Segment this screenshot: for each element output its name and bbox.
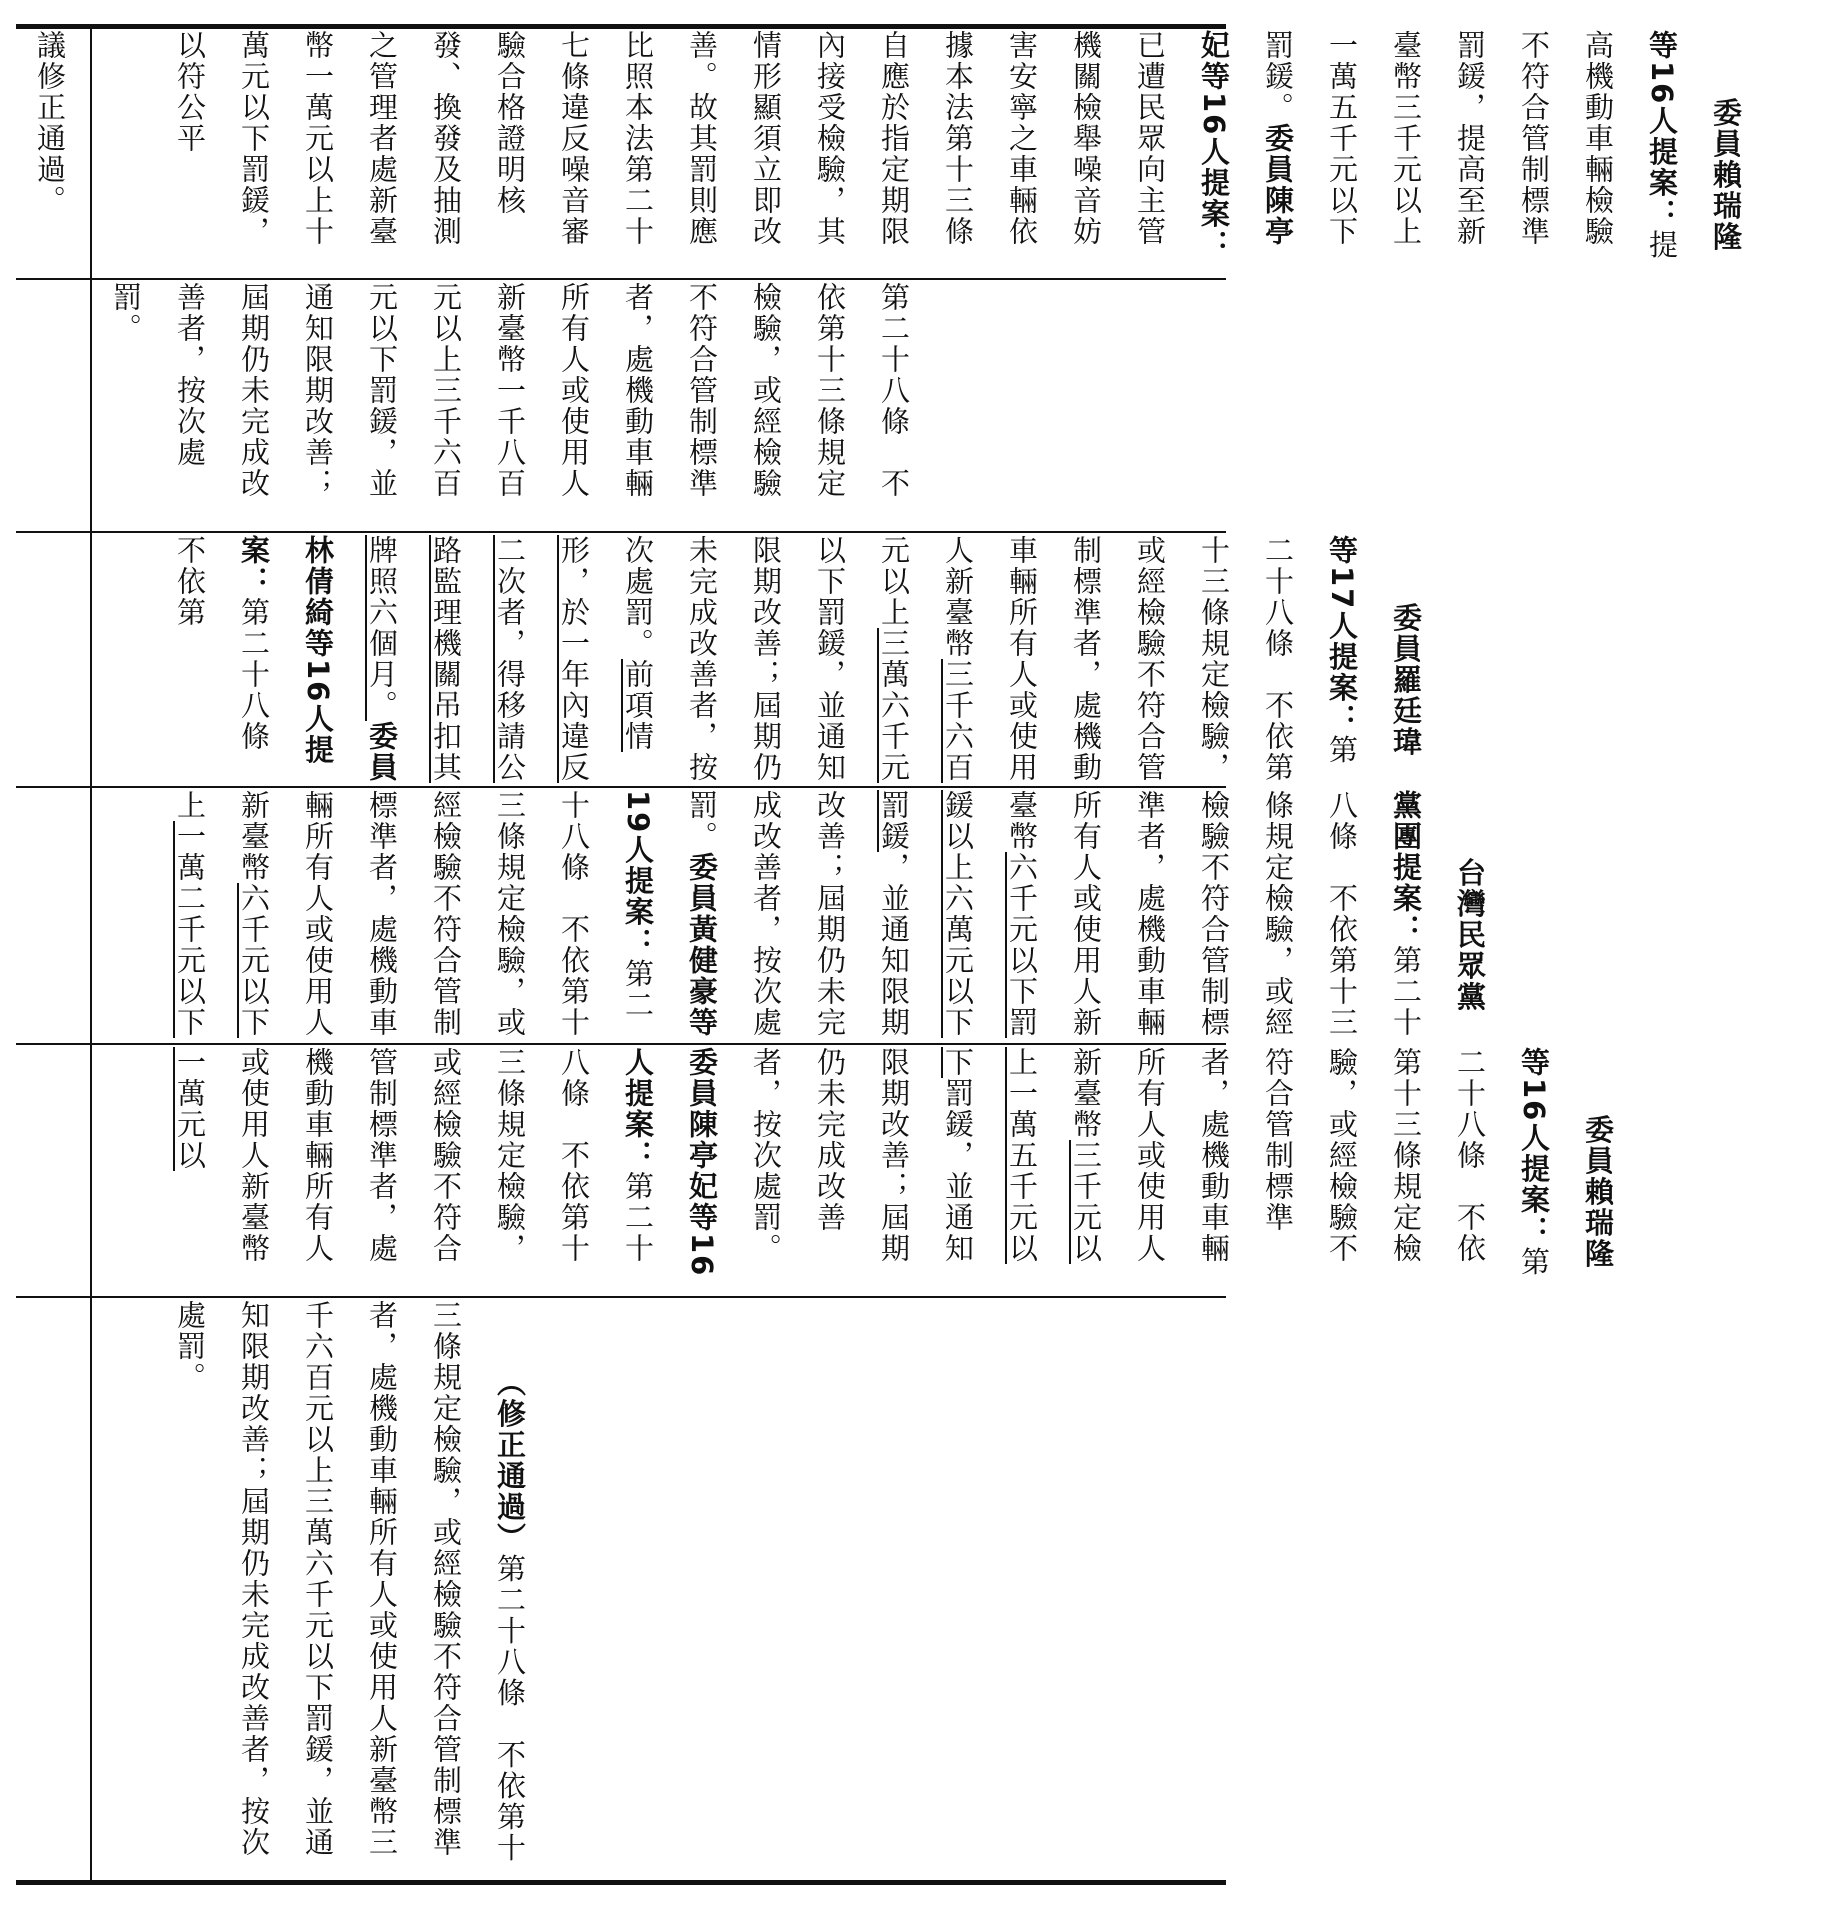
tpp-huang-cell: [94, 790, 1487, 1040]
passed-title: （修正通過）: [493, 1367, 527, 1554]
huang-title: 委員黃健豪等19人提案：: [621, 790, 719, 1038]
lin-title: 委員林倩綺等16人提案：: [237, 535, 399, 783]
lin-body: 第二十八條 不依第: [173, 535, 271, 783]
table-bottom-rule: [16, 1880, 1226, 1885]
lo-lin-text: [94, 535, 1502, 783]
lo-amount-2: 三萬六千元: [877, 628, 911, 783]
tpp-amount: 六千元以下罰鍰以上六萬元以下罰鍰: [877, 790, 1039, 1038]
row-divider: [16, 1043, 1226, 1045]
current-law-cell: [94, 282, 1220, 528]
header-note: 議修正通過。: [33, 30, 67, 216]
row-divider: [16, 278, 1226, 280]
reason-body-chen: 已遭民眾向主管機關檢舉噪音妨害安寧之車輛依據本法第十三條自應於指定期限內接受檢驗，其情形顯須立即改善。故其罰則應比照本法第二十七條違反噪音審驗合格證明核發、換發及抽測之管理者處新臺幣一萬元以上十萬元以下罰鍰，以符公平: [173, 30, 1167, 247]
huang-amount-2: 一萬二千元以下: [173, 821, 207, 1038]
table-top-rule: [16, 24, 1226, 29]
lo-amount-1: 三千六百: [941, 659, 975, 783]
lai-body-a: 第二十八條 不依第十三條規定檢驗，或經檢驗不符合管制標準者，處機動車輛所有人或使用人新臺幣: [1069, 1047, 1551, 1278]
reason-body-lai: 提高機動車輛檢驗不符合管制標準罰鍰，提高至新臺幣三千元以上一萬五千元以下罰鍰。: [1261, 30, 1679, 261]
lo-body-c: 以下罰鍰，並通知限期改善；屆期仍未完成改善者，按次處罰。: [621, 535, 847, 783]
tpp-body-b: ，並通知限期改善；屆期仍未完成改善者，按次處罰。: [685, 790, 911, 1038]
lai-chen-cell: [94, 1047, 1615, 1293]
huang-body-b: 上: [173, 790, 207, 821]
tpp-body-a: 第二十八條 不依第十三條規定檢驗，或經檢驗不符合管制標準者，處機動車輛所有人或使用人新臺幣: [1005, 790, 1423, 1038]
reason-text: [94, 30, 1822, 276]
tpp-title: 台灣民眾黨黨團提案：: [1389, 790, 1487, 1013]
chen-body-a: 第二十八條 不依第十三條規定檢驗，或經檢驗不符合管制標準者，處機動車輛所有人或使用人新臺幣: [237, 1047, 655, 1264]
header-note-cell: [20, 30, 90, 280]
lai-amount: 三千元以上一萬五千元以下: [941, 1047, 1103, 1264]
tpp-huang-text: [94, 790, 1566, 1040]
table-header-divider: [90, 27, 92, 1882]
lo-body-b: 元以上: [877, 535, 911, 628]
row-divider: [16, 1296, 1226, 1298]
passed-cell: [94, 1300, 1220, 1876]
huang-amount-1: 六千元以下: [237, 883, 271, 1038]
lai-title: 委員賴瑞隆等16人提案：: [1517, 1047, 1615, 1270]
row-divider: [16, 531, 1226, 533]
lo-lin-cell: [94, 535, 1423, 783]
chen-amount: 一萬元以: [173, 1047, 207, 1171]
passed-body: 第二十八條 不依第十三條規定檢驗，或經檢驗不符合管制標準者，處機動車輛所有人或使用人新臺幣三千六百元以上三萬六千元以下罰鍰，並通知限期改善；屆期仍未完成改善者，按次處罰。: [173, 1300, 527, 1864]
reason-title-lai: 委員賴瑞隆等16人提案：: [1645, 30, 1743, 253]
lo-body-a: 第二十八條 不依第十三條規定檢驗，或經檢驗不符合管制標準者，處機動車輛所有人或使用人新臺幣: [941, 535, 1359, 783]
row-divider: [16, 786, 1226, 788]
lai-chen-text: [94, 1047, 1694, 1293]
passed-text: [94, 1300, 606, 1876]
lo-title: 委員羅廷瑋等17人提案：: [1325, 535, 1423, 758]
chen-title: 委員陳亭妃等16人提案：: [621, 1047, 719, 1278]
huang-body-a: 第二十八條 不依第十三條規定檢驗，或經檢驗不符合管制標準者，處機動車輛所有人或使用人新臺幣: [237, 790, 655, 1038]
lo-paragraph-2: 前項情形，於一年內違反二次者，得移請公路監理機關吊扣其牌照六個月。: [365, 535, 655, 783]
lai-body-b: 罰鍰，並通知限期改善；屆期仍未完成改善者，按次處罰。: [749, 1047, 975, 1264]
current-law-text: 第二十八條 不依第十三條規定檢驗，或經檢驗不符合管制標準者，處機動車輛所有人或使用人新臺幣一千八百元以上三千六百元以下罰鍰，並通知限期改善；屆期仍未完成改善者，按次處罰。: [109, 282, 911, 499]
reason-cell: [94, 30, 1743, 276]
reason-title-chen: 委員陳亭妃等16人提案：: [1197, 30, 1295, 261]
